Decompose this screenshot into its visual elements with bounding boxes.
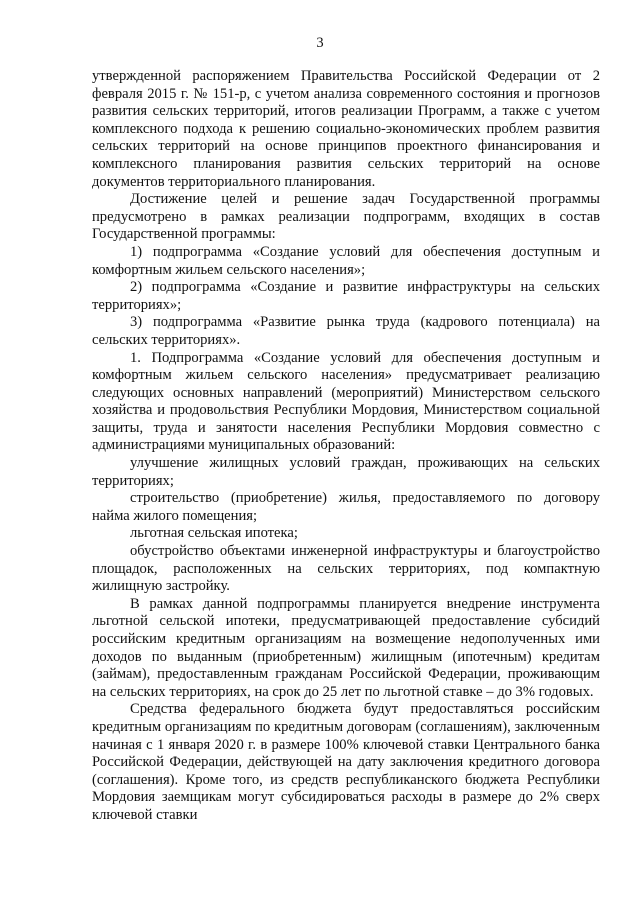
list-item-infrastructure: обустройство объектами инженерной инфраструктуры и благоустройство площадок, расположенных на сельских территориях, под компактную жилищную застройку. <box>92 543 600 595</box>
list-item-housing-construction: строительство (приобретение) жилья, предоставляемого по договору найма жилого помещения; <box>92 490 600 524</box>
paragraph-rural-mortgage: В рамках данной подпрограммы планируется внедрение инструмента льготной сельской ипотеки, предусматривающей предоставление субсидий российским кредитным организациям на возмещение недополученных ими доходов по выданным (приобретенным) жилищным (ипотечным) кредитам (займам), предоставленным гражданам Российской Федерации, проживающим на сельских территориях, на срок до 25 лет по льготной ставке – до 3% годовых. <box>92 595 600 700</box>
paragraph-subprogram-1-description: 1. Подпрограмма «Создание условий для обеспечения доступным и комфортным жильем сельского населения» предусматривает реализацию следующих основных направлений (мероприятий) Министерством сельского хозяйства и продовольствия Республики Мордовия, Министерством социальной защиты, труда и занятости населения Республики Мордовия совместно с администрациями муниципальных образований: <box>92 349 600 454</box>
list-item-subprogram-1: 1) подпрограмма «Создание условий для обеспечения доступным и комфортным жильем сельского населения»; <box>92 243 600 278</box>
list-item-housing-improvement: улучшение жилищных условий граждан, проживающих на сельских территориях; <box>92 455 600 489</box>
paragraph-continuation: утвержденной распоряжением Правительства Российской Федерации от 2 февраля 2015 г. № 151-р, с учетом анализа современного состояния и прогнозов развития сельских территорий, итогов реализации Программ, а также с учетом комплексного подхода к решению социально-экономических проблем развития сельских территорий на основе принципов проектного финансирования и комплексного планирования развития сельских территорий на основе документов территориального планирования. <box>92 68 600 190</box>
list-item-rural-mortgage: льготная сельская ипотека; <box>130 525 298 542</box>
paragraph-goals: Достижение целей и решение задач Государственной программы предусмотрено в рамках реализации подпрограмм, входящих в состав Государственной программы: <box>92 191 600 243</box>
paragraph-federal-budget: Средства федерального бюджета будут предоставляться российским кредитным организациям по кредитным договорам (соглашениям), заключенным начиная с 1 января 2020 г. в размере 100% ключевой ставки Центрального банка Российской Федерации, действующей на дату заключения кредитного договора (соглашения). Кроме того, из средств республиканского бюджета Республики Мордовия заемщикам могут субсидироваться расходы в размере до 2% сверх ключевой ставки <box>92 701 600 823</box>
page-number: 3 <box>316 35 324 51</box>
list-item-subprogram-3: 3) подпрограмма «Развитие рынка труда (кадрового потенциала) на сельских территориях». <box>92 314 600 348</box>
list-item-subprogram-2: 2) подпрограмма «Создание и развитие инфраструктуры на сельских территориях»; <box>92 279 600 313</box>
document-body <box>92 68 600 825</box>
